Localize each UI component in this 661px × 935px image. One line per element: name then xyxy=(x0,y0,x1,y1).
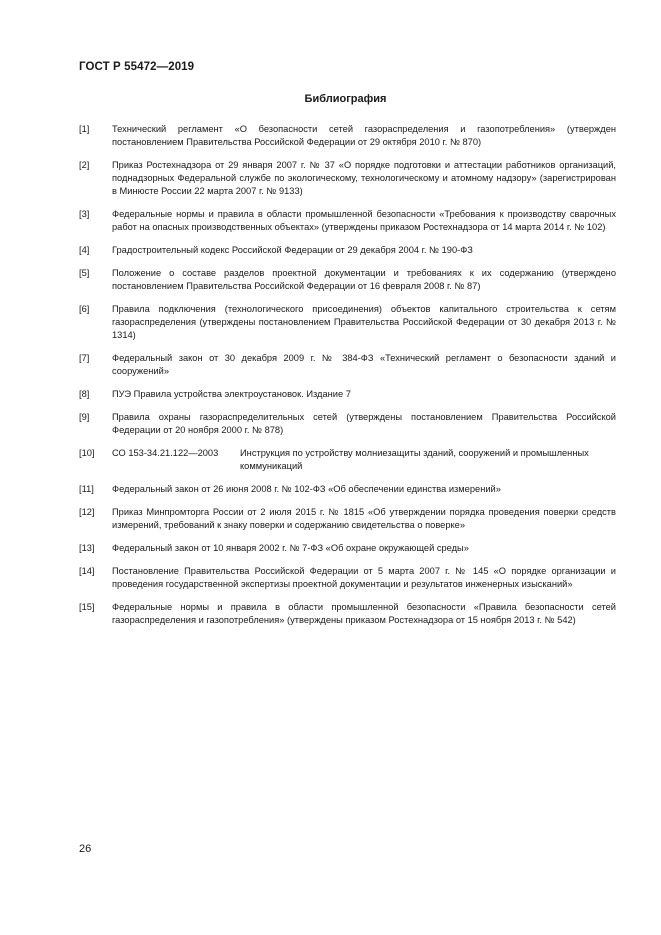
entry-text: Правила охраны газораспределительных сетей (утверждены постановлением Правительства Российской Федерации от 20 ноября 2000 г. № 878) xyxy=(112,412,616,435)
bibliography-entry-10 xyxy=(79,447,616,473)
entry-text: Федеральный закон от 26 июня 2008 г. № 102-ФЗ «Об обеспечении единства измерений» xyxy=(112,484,501,494)
entry-text: ПУЭ Правила устройства электроустановок. Издание 7 xyxy=(112,389,351,399)
entry-number: [11] xyxy=(79,484,94,494)
entry-number: [1] xyxy=(79,124,90,134)
entry-number: [8] xyxy=(79,389,90,399)
entry-number: [15] xyxy=(79,602,95,612)
entry-number: [10] xyxy=(79,448,95,458)
entry-text: Положение о составе разделов проектной документации и требованиях к их содержанию (утверждено постановлением Правительства Российской Федерации от 16 февраля 2008 г. № 87) xyxy=(112,268,616,291)
bibliography-entry-11 xyxy=(79,483,616,496)
bibliography-entry-6 xyxy=(79,303,616,342)
document-code: ГОСТ Р 55472—2019 xyxy=(79,61,195,73)
bibliography-entry-3 xyxy=(79,208,616,234)
bibliography-entry-8 xyxy=(79,388,616,401)
bibliography-entry-5 xyxy=(79,267,616,293)
bibliography-list xyxy=(79,123,616,637)
bibliography-entry-14 xyxy=(79,565,616,591)
entry-text: Федеральные нормы и правила в области промышленной безопасности «Правила безопасности сетей газораспределения и газопотребления» (утверждены приказом Ростехнадзора от 15 ноября 2013 г. № 542) xyxy=(112,602,616,625)
bibliography-entry-2 xyxy=(79,159,616,198)
entry-number: [4] xyxy=(79,245,90,255)
entry-number: [7] xyxy=(79,353,90,363)
entry-number: [3] xyxy=(79,209,90,219)
entry-number: [6] xyxy=(79,304,90,314)
bibliography-entry-7 xyxy=(79,352,616,378)
entry-number: [14] xyxy=(79,566,95,576)
section-title: Библиография xyxy=(304,93,387,105)
entry-number: [5] xyxy=(79,268,90,278)
entry-number: [13] xyxy=(79,543,95,553)
bibliography-entry-15 xyxy=(79,601,616,627)
bibliography-entry-1 xyxy=(79,123,616,149)
entry-text: Технический регламент «О безопасности сетей газораспределения и газопотребления» (утвержден постановлением Правительства Российской Федерации от 29 октября 2010 г. № 870) xyxy=(112,124,616,147)
page-number: 26 xyxy=(79,843,92,855)
bibliography-entry-12 xyxy=(79,506,616,532)
entry-text: Градостроительный кодекс Российской Федерации от 29 декабря 2004 г. № 190-ФЗ xyxy=(112,245,473,255)
bibliography-entry-9 xyxy=(79,411,616,437)
entry-text: Правила подключения (технологического присоединения) объектов капитального строительства к сетям газораспределения (утверждены постановлением Правительства Российской Федерации от 30 декабря 2013 г. № 1314) xyxy=(112,304,616,340)
entry-standard-title: Инструкция по устройству молниезащиты зданий, сооружений и промышленных коммуникаций xyxy=(240,448,589,471)
entry-standard-code: СО 153-34.21.122—2003 xyxy=(112,448,219,458)
entry-text: Приказ Минпромторга России от 2 июля 2015 г. № 1815 «Об утверждении порядка проведения поверки средств измерений, требований к знаку поверки и содержанию свидетельства о поверке» xyxy=(112,507,616,530)
entry-text: Федеральные нормы и правила в области промышленной безопасности «Требования к производству сварочных работ на опасных производственных объектах» (утверждены приказом Ростехнадзора от 14 марта 2014 г. № 102) xyxy=(112,209,616,232)
entry-text: Федеральный закон от 10 января 2002 г. № 7-ФЗ «Об охране окружающей среды» xyxy=(112,543,469,553)
entry-text: Постановление Правительства Российской Федерации от 5 марта 2007 г. № 145 «О порядке организации и проведения государственной экспертизы проектной документации и результатов инженерных изысканий» xyxy=(112,566,616,589)
bibliography-entry-4 xyxy=(79,244,616,257)
entry-number: [2] xyxy=(79,160,90,170)
bibliography-entry-13 xyxy=(79,542,616,555)
entry-text: Приказ Ростехнадзора от 29 января 2007 г. № 37 «О порядке подготовки и аттестации работников организаций, поднадзорных Федеральной службе по экологическому, технологическому и атомному надзору» (зарегистрирован в Минюсте России 22 марта 2007 г. № 9133) xyxy=(112,160,616,196)
entry-text: Федеральный закон от 30 декабря 2009 г. № 384-ФЗ «Технический регламент о безопасности зданий и сооружений» xyxy=(112,353,616,376)
entry-number: [12] xyxy=(79,507,95,517)
entry-number: [9] xyxy=(79,412,90,422)
